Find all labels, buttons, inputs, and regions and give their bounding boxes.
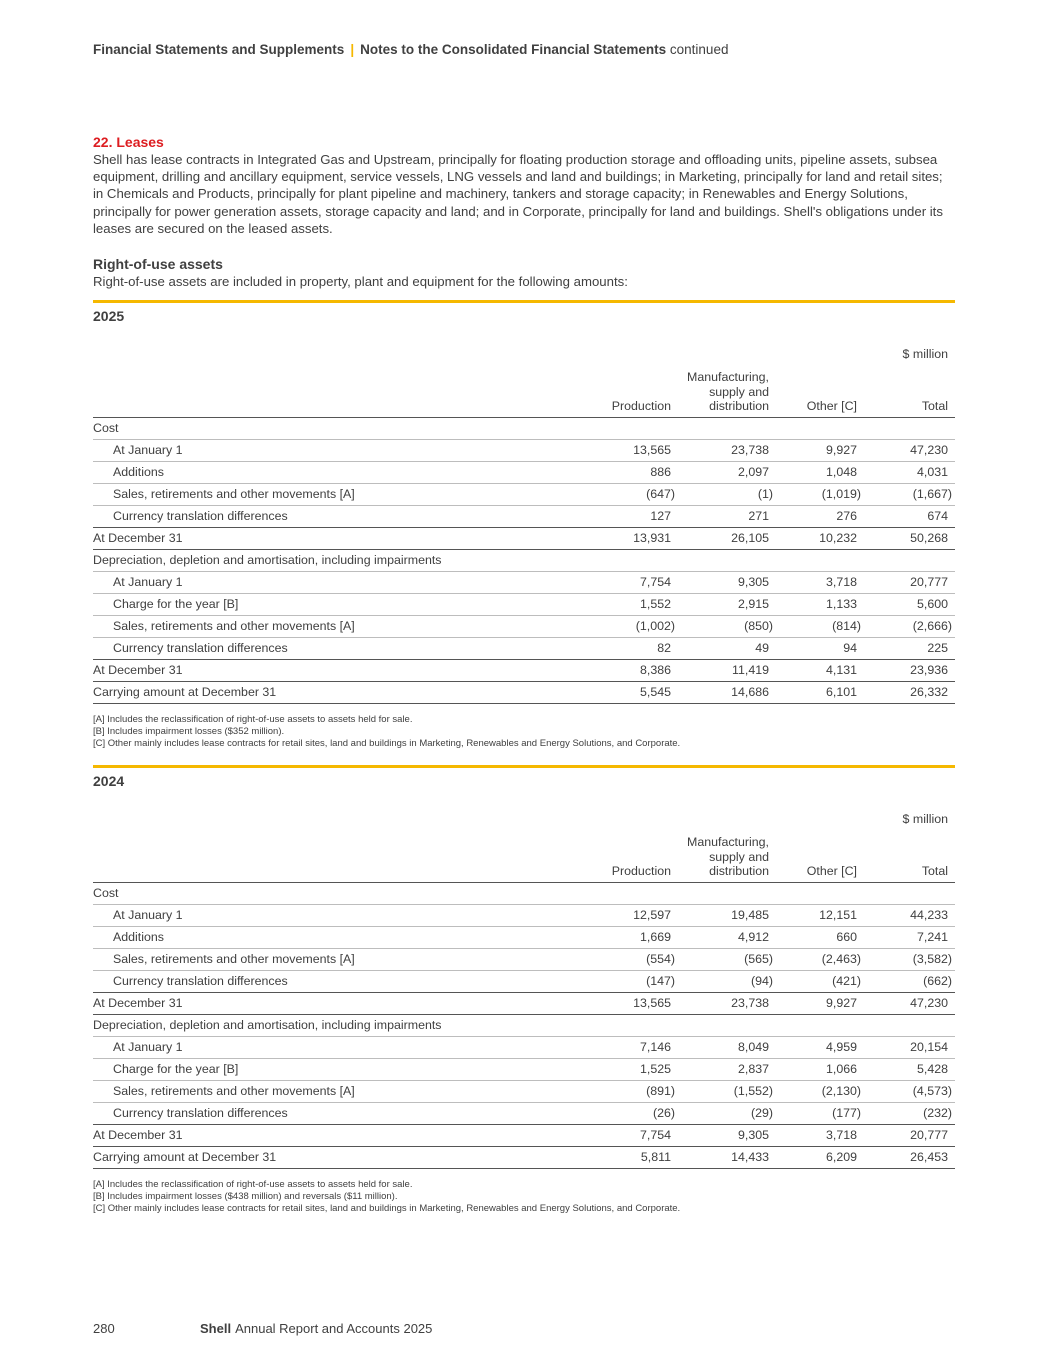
header-subsection: Notes to the Consolidated Financial Statements xyxy=(360,42,667,57)
cell-value: 9,927 xyxy=(776,992,864,1014)
cell-value: 7,146 xyxy=(583,1036,678,1058)
cell-value: 8,049 xyxy=(678,1036,776,1058)
row-label: Currency translation differences xyxy=(93,637,583,659)
row-label: Sales, retirements and other movements [A] xyxy=(93,483,583,505)
cell-value: (94) xyxy=(678,970,776,992)
row-label: Additions xyxy=(93,926,583,948)
column-header-line: Manufacturing, xyxy=(687,370,769,385)
table-row xyxy=(93,1080,955,1102)
cell-value: 2,915 xyxy=(678,593,776,615)
cell-value: 660 xyxy=(776,926,864,948)
column-header-line: distribution xyxy=(709,399,769,414)
cell-value: 127 xyxy=(583,505,678,527)
column-header-line: Total xyxy=(921,864,948,879)
cell-value: (850) xyxy=(678,615,776,637)
row-label: At January 1 xyxy=(93,439,583,461)
row-label: Sales, retirements and other movements [A] xyxy=(93,948,583,970)
row-label: Carrying amount at December 31 xyxy=(93,1146,583,1168)
table-row xyxy=(93,439,955,461)
cell-value: (421) xyxy=(776,970,864,992)
row-label: At December 31 xyxy=(93,527,583,549)
cell-value: (1,019) xyxy=(776,483,864,505)
table-row xyxy=(93,681,955,703)
cell-value: 2,097 xyxy=(678,461,776,483)
cell-value: (4,573) xyxy=(864,1080,955,1102)
cell-value xyxy=(583,1014,678,1036)
cell-value: (565) xyxy=(678,948,776,970)
cell-value: 5,428 xyxy=(864,1058,955,1080)
unit-row xyxy=(93,325,955,361)
cell-value: 271 xyxy=(678,505,776,527)
table-row xyxy=(93,659,955,681)
cell-value: 1,552 xyxy=(583,593,678,615)
cell-value: (2,666) xyxy=(864,615,955,637)
cell-value: 13,565 xyxy=(583,992,678,1014)
unit-row xyxy=(93,790,955,826)
cell-value: 44,233 xyxy=(864,904,955,926)
cell-value xyxy=(776,417,864,439)
table-row xyxy=(93,1036,955,1058)
cell-value: 9,927 xyxy=(776,439,864,461)
cell-value: 1,066 xyxy=(776,1058,864,1080)
cell-value: 4,959 xyxy=(776,1036,864,1058)
cell-value: 1,048 xyxy=(776,461,864,483)
column-header xyxy=(678,361,776,417)
row-label: Cost xyxy=(93,882,583,904)
cell-value: 674 xyxy=(864,505,955,527)
cell-value: 26,453 xyxy=(864,1146,955,1168)
header-separator: | xyxy=(350,42,355,57)
subsection-title: Right-of-use assets xyxy=(93,256,223,273)
cell-value: (554) xyxy=(583,948,678,970)
table-row xyxy=(93,505,955,527)
cell-value: (1,667) xyxy=(864,483,955,505)
cell-value: (891) xyxy=(583,1080,678,1102)
row-label: At December 31 xyxy=(93,659,583,681)
row-label: At January 1 xyxy=(93,1036,583,1058)
column-header-line: supply and xyxy=(709,384,769,399)
cell-value: 13,565 xyxy=(583,439,678,461)
column-header xyxy=(583,361,678,417)
row-label: Depreciation, depletion and amortisation, including impairments xyxy=(93,1014,583,1036)
cell-value: 14,686 xyxy=(678,681,776,703)
column-header xyxy=(678,826,776,882)
footnote: [B] Includes impairment losses ($438 million) and reversals ($11 million). xyxy=(93,1190,398,1202)
cell-value: (2,130) xyxy=(776,1080,864,1102)
cell-value: 13,931 xyxy=(583,527,678,549)
row-label: Carrying amount at December 31 xyxy=(93,681,583,703)
cell-value: 14,433 xyxy=(678,1146,776,1168)
table-row xyxy=(93,1014,955,1036)
footer-report-title: Annual Report and Accounts 2025 xyxy=(235,1321,433,1336)
cell-value xyxy=(583,882,678,904)
cell-value: 6,101 xyxy=(776,681,864,703)
cell-value: 4,912 xyxy=(678,926,776,948)
row-label: Additions xyxy=(93,461,583,483)
table-row xyxy=(93,904,955,926)
footnote: [A] Includes the reclassification of right-of-use assets to assets held for sale. xyxy=(93,713,413,725)
row-label: At December 31 xyxy=(93,1124,583,1146)
cell-value: (647) xyxy=(583,483,678,505)
cell-value: (814) xyxy=(776,615,864,637)
cell-value xyxy=(864,882,955,904)
cell-value: (177) xyxy=(776,1102,864,1124)
footnote: [C] Other mainly includes lease contracts for retail sites, land and buildings in Marketing, Renewables and Energy Solutions, and Corporate. xyxy=(93,1203,681,1215)
table-row xyxy=(93,593,955,615)
table-row xyxy=(93,992,955,1014)
cell-value xyxy=(678,882,776,904)
cell-value: 9,305 xyxy=(678,571,776,593)
footnote: [C] Other mainly includes lease contracts for retail sites, land and buildings in Marketing, Renewables and Energy Solutions, and Corporate. xyxy=(93,737,681,749)
cell-value: (147) xyxy=(583,970,678,992)
header-section: Financial Statements and Supplements xyxy=(93,42,345,57)
cell-value xyxy=(776,549,864,571)
cell-value: 12,151 xyxy=(776,904,864,926)
cell-value: 20,154 xyxy=(864,1036,955,1058)
cell-value: (1,552) xyxy=(678,1080,776,1102)
column-header-line: Manufacturing, xyxy=(687,835,769,850)
column-header-line: Production xyxy=(611,864,671,879)
table-row xyxy=(93,549,955,571)
cell-value xyxy=(864,1014,955,1036)
cell-value xyxy=(678,1014,776,1036)
cell-value xyxy=(864,417,955,439)
page-footer xyxy=(93,1321,432,1336)
column-header-line: Other [C] xyxy=(806,864,857,879)
row-label: Charge for the year [B] xyxy=(93,593,583,615)
table-row xyxy=(93,1058,955,1080)
cell-value: 2,837 xyxy=(678,1058,776,1080)
cell-value: 23,738 xyxy=(678,992,776,1014)
cell-value: (29) xyxy=(678,1102,776,1124)
page-number: 280 xyxy=(93,1321,115,1336)
row-label: Currency translation differences xyxy=(93,970,583,992)
cell-value: 10,232 xyxy=(776,527,864,549)
tables-container xyxy=(93,300,955,1215)
cell-value: 5,545 xyxy=(583,681,678,703)
column-header-row xyxy=(93,361,955,417)
cell-value: 276 xyxy=(776,505,864,527)
table-block-2024 xyxy=(93,765,955,1215)
footer-brand: Shell xyxy=(200,1321,232,1336)
year-label: 2025 xyxy=(93,308,125,325)
column-header xyxy=(583,826,678,882)
cell-value: 20,777 xyxy=(864,1124,955,1146)
column-header-row xyxy=(93,826,955,882)
subsection-text: Right-of-use assets are included in property, plant and equipment for the following amounts: xyxy=(93,274,628,290)
footnote: [A] Includes the reclassification of right-of-use assets to assets held for sale. xyxy=(93,1178,413,1190)
cell-value xyxy=(583,549,678,571)
row-label: At January 1 xyxy=(93,904,583,926)
footnotes xyxy=(93,714,955,751)
cell-value: 47,230 xyxy=(864,992,955,1014)
table-row xyxy=(93,483,955,505)
column-header xyxy=(864,361,955,417)
cell-value xyxy=(583,417,678,439)
cell-value: 1,133 xyxy=(776,593,864,615)
cell-value: 47,230 xyxy=(864,439,955,461)
column-header-line: distribution xyxy=(709,864,769,879)
row-label: Cost xyxy=(93,417,583,439)
year-rule xyxy=(93,300,955,303)
cell-value: 19,485 xyxy=(678,904,776,926)
table-row xyxy=(93,882,955,904)
cell-value: 82 xyxy=(583,637,678,659)
table-row xyxy=(93,1102,955,1124)
cell-value xyxy=(776,882,864,904)
cell-value: 6,209 xyxy=(776,1146,864,1168)
table-row xyxy=(93,615,955,637)
cell-value: 49 xyxy=(678,637,776,659)
column-header-line: supply and xyxy=(709,849,769,864)
row-label: At January 1 xyxy=(93,571,583,593)
cell-value: 26,105 xyxy=(678,527,776,549)
cell-value xyxy=(864,549,955,571)
table-row xyxy=(93,1146,955,1168)
column-header xyxy=(776,361,864,417)
main-content xyxy=(93,134,955,1215)
cell-value: 94 xyxy=(776,637,864,659)
cell-value: (1,002) xyxy=(583,615,678,637)
header-suffix: continued xyxy=(669,42,729,57)
footnotes xyxy=(93,1179,955,1216)
row-label: Currency translation differences xyxy=(93,505,583,527)
table-row xyxy=(93,948,955,970)
unit-label: $ million xyxy=(902,347,948,362)
cell-value xyxy=(678,417,776,439)
cell-value: 20,777 xyxy=(864,571,955,593)
right-of-use-table xyxy=(93,790,955,1169)
cell-value: 8,386 xyxy=(583,659,678,681)
column-header-line: Production xyxy=(611,399,671,414)
cell-value: 9,305 xyxy=(678,1124,776,1146)
table-row xyxy=(93,527,955,549)
row-label: At December 31 xyxy=(93,992,583,1014)
row-label: Currency translation differences xyxy=(93,1102,583,1124)
table-block-2025 xyxy=(93,300,955,750)
column-header xyxy=(864,826,955,882)
table-row xyxy=(93,461,955,483)
table-row xyxy=(93,926,955,948)
cell-value xyxy=(678,549,776,571)
cell-value: (26) xyxy=(583,1102,678,1124)
table-row xyxy=(93,417,955,439)
running-header xyxy=(93,42,728,57)
section-title: 22. Leases xyxy=(93,134,164,150)
cell-value: 7,754 xyxy=(583,571,678,593)
cell-value: 50,268 xyxy=(864,527,955,549)
cell-value: 886 xyxy=(583,461,678,483)
cell-value: (662) xyxy=(864,970,955,992)
table-row xyxy=(93,571,955,593)
column-header xyxy=(776,826,864,882)
table-row xyxy=(93,1124,955,1146)
row-label: Sales, retirements and other movements [A] xyxy=(93,1080,583,1102)
cell-value: 3,718 xyxy=(776,1124,864,1146)
cell-value: 7,754 xyxy=(583,1124,678,1146)
cell-value: (2,463) xyxy=(776,948,864,970)
section-intro: Shell has lease contracts in Integrated Gas and Upstream, principally for floating production storage and offloading units, pipeline assets, subsea equipment, drilling and ancillary equipment, service vessels, LNG vessels and land and buildings; in Marketing, principally for land and retail sites; in Chemicals and Products, principally for plant pipeline and machinery, tankers and storage capacity; in Renewables and Energy Solutions, principally for power generation assets, storage capacity and land; and in Corporate, principally for land and buildings. Shell's obligations under its leases are secured on the leased assets. xyxy=(93,152,943,236)
cell-value: 26,332 xyxy=(864,681,955,703)
cell-value: 1,669 xyxy=(583,926,678,948)
cell-value xyxy=(776,1014,864,1036)
cell-value: (3,582) xyxy=(864,948,955,970)
footnote: [B] Includes impairment losses ($352 million). xyxy=(93,725,285,737)
row-label: Sales, retirements and other movements [A] xyxy=(93,615,583,637)
cell-value: 23,738 xyxy=(678,439,776,461)
row-label: Depreciation, depletion and amortisation, including impairments xyxy=(93,549,583,571)
cell-value: 225 xyxy=(864,637,955,659)
cell-value: 7,241 xyxy=(864,926,955,948)
unit-label: $ million xyxy=(902,812,948,827)
row-label: Charge for the year [B] xyxy=(93,1058,583,1080)
cell-value: 4,031 xyxy=(864,461,955,483)
right-of-use-table xyxy=(93,325,955,704)
cell-value: 1,525 xyxy=(583,1058,678,1080)
cell-value: (1) xyxy=(678,483,776,505)
cell-value: 4,131 xyxy=(776,659,864,681)
cell-value: (232) xyxy=(864,1102,955,1124)
table-row xyxy=(93,970,955,992)
cell-value: 23,936 xyxy=(864,659,955,681)
cell-value: 5,600 xyxy=(864,593,955,615)
column-header-line: Other [C] xyxy=(806,399,857,414)
cell-value: 12,597 xyxy=(583,904,678,926)
cell-value: 11,419 xyxy=(678,659,776,681)
year-rule xyxy=(93,765,955,768)
year-label: 2024 xyxy=(93,773,125,790)
table-row xyxy=(93,637,955,659)
cell-value: 3,718 xyxy=(776,571,864,593)
cell-value: 5,811 xyxy=(583,1146,678,1168)
column-header-line: Total xyxy=(921,399,948,414)
